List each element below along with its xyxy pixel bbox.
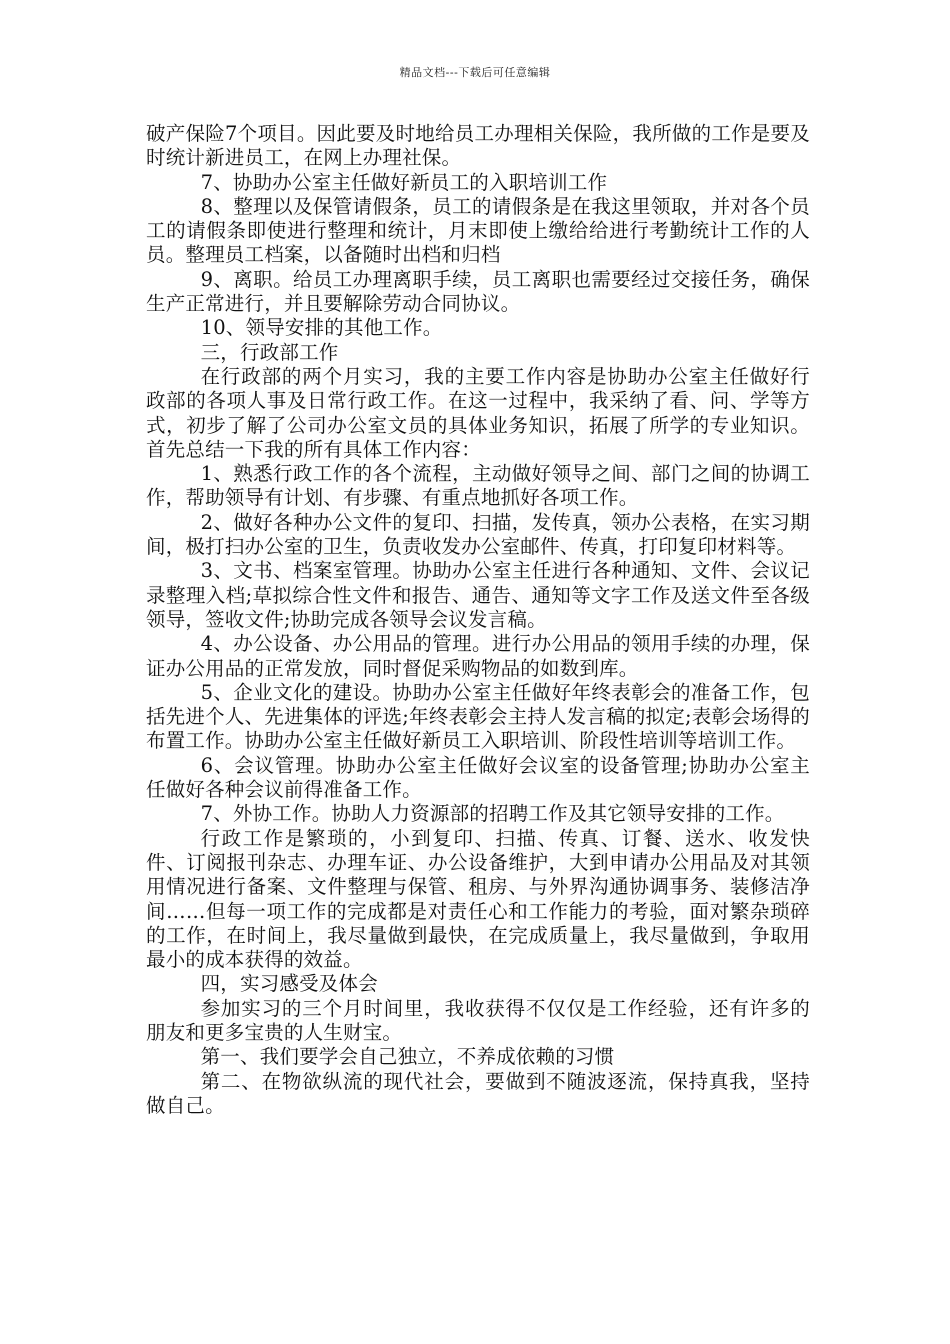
- paragraph-reflection-first: 第一、我们要学会自己独立，不养成依赖的习惯: [200, 1045, 615, 1069]
- paragraph-admin-intro: 在行政部的两个月实习，我的主要工作内容是协助办公室主任做好行政部的各项人事及日常行政工作。在这一过程中，我采纳了看、问、学等方式，初步了解了公司办公室文员的具体业务知识，拓展了所学的专业知识。首先总结一下我的所有具体工作内容：: [146, 364, 810, 461]
- paragraph-continuation: 破产保险7个项目。因此要及时地给员工办理相关保险，我所做的工作是要及时统计新进员工，在网上办理社保。: [146, 122, 810, 170]
- paragraph-admin-item-5: 5、企业文化的建设。协助办公室主任做好年终表彰会的准备工作，包括先进个人、先进集体的评选;年终表彰会主持人发言稿的拟定;表彰会场得的布置工作。协助办公室主任做好新员工入职培训、阶段性培训等培训工作。: [146, 680, 810, 753]
- paragraph-admin-item-1: 1、熟悉行政工作的各个流程，主动做好领导之间、部门之间的协调工作，帮助领导有计划、有步骤、有重点地抓好各项工作。: [146, 462, 810, 510]
- document-body: [146, 122, 810, 1118]
- paragraph-item-10-other: 10、领导安排的其他工作。: [200, 316, 443, 340]
- paragraph-admin-item-7: 7、外协工作。协助人力资源部的招聘工作及其它领导安排的工作。: [200, 802, 785, 826]
- page-header: 精品文档---下载后可任意编辑: [399, 66, 551, 79]
- paragraph-admin-item-4: 4、办公设备、办公用品的管理。进行办公用品的领用手续的办理，保证办公用品的正常发放，同时督促采购物品的如数到库。: [146, 632, 810, 680]
- paragraph-reflection-second: 第二、在物欲纵流的现代社会，要做到不随波逐流，保持真我，坚持做自己。: [146, 1069, 810, 1117]
- section-heading-admin: 三，行政部工作: [200, 340, 339, 364]
- paragraph-item-8-leave: 8、整理以及保管请假条，员工的请假条是在我这里领取，并对各个员工的请假条即使进行整理和统计，月末即使上缴给给进行考勤统计工作的人员。整理员工档案，以备随时出档和归档: [146, 194, 810, 267]
- section-heading-reflection: 四，实习感受及体会: [200, 972, 378, 996]
- paragraph-item-9-resignation: 9、离职。给员工办理离职手续，员工离职也需要经过交接任务，确保生产正常进行，并且要解除劳动合同协议。: [146, 267, 810, 316]
- paragraph-admin-item-6: 6、会议管理。协助办公室主任做好会议室的设备管理;协助办公室主任做好各种会议前得准备工作。: [146, 753, 810, 802]
- paragraph-reflection-intro: 参加实习的三个月时间里，我收获得不仅仅是工作经验，还有许多的朋友和更多宝贵的人生财宝。: [146, 996, 810, 1044]
- paragraph-item-7-training: 7、协助办公室主任做好新员工的入职培训工作: [200, 170, 608, 194]
- paragraph-admin-summary: 行政工作是繁琐的，小到复印、扫描、传真、订餐、送水、收发快件、订阅报刊杂志、办理车证、办公设备维护，大到申请办公用品及对其领用情况进行备案、文件整理与保管、租房、与外界沟通协调事务、装修洁净间……但每一项工作的完成都是对责任心和工作能力的考验，面对繁杂琐碎的工作，在时间上，我尽量做到最快，在完成质量上，我尽量做到，争取用最小的成本获得的效益。: [146, 826, 810, 972]
- paragraph-admin-item-3: 3、文书、档案室管理。协助办公室主任进行各种通知、文件、会议记录整理入档;草拟综合性文件和报告、通告、通知等文字工作及送文件至各级领导，签收文件;协助完成各领导会议发言稿。: [146, 559, 810, 631]
- paragraph-admin-item-2: 2、做好各种办公文件的复印、扫描，发传真，领办公表格，在实习期间，极打扫办公室的卫生，负责收发办公室邮件、传真，打印复印材料等。: [146, 510, 810, 559]
